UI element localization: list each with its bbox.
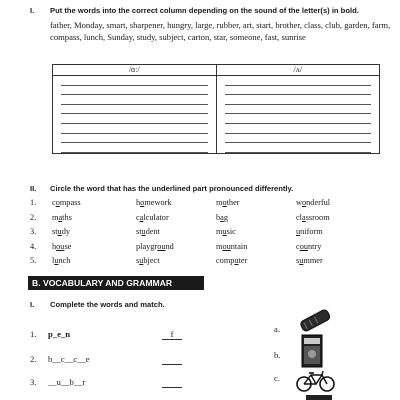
option-letter: c. (274, 373, 280, 383)
item-number: 1. (30, 329, 37, 339)
book-picture (301, 334, 323, 368)
word-option[interactable]: summer (296, 256, 323, 266)
write-line[interactable] (61, 114, 208, 124)
column-aa (53, 65, 217, 154)
row-number: 2. (30, 212, 37, 222)
write-line[interactable] (225, 134, 372, 144)
answer-blank[interactable] (162, 354, 182, 365)
word-option[interactable]: bag (216, 212, 228, 222)
row-number: 3. (30, 227, 37, 237)
item-word: p_e_n (48, 329, 70, 339)
pencil-case-picture (298, 308, 332, 332)
column-uh (216, 65, 380, 154)
option-letter: b. (274, 350, 281, 360)
part2-instruction: Circle the word that has the underlined part pronounced differently. (50, 184, 294, 193)
answer-blank[interactable] (162, 377, 182, 388)
word-option[interactable]: subject (136, 256, 160, 266)
word-option[interactable]: compass (52, 198, 81, 207)
write-line[interactable] (225, 143, 372, 153)
word-option[interactable]: calculator (136, 212, 169, 222)
write-line[interactable] (225, 124, 372, 134)
column-aa-header: /ɑː/ (53, 65, 216, 76)
word-option[interactable]: maths (52, 212, 72, 222)
word-option[interactable]: computer (216, 256, 248, 266)
bicycle-picture (296, 371, 336, 393)
word-option[interactable]: mountain (216, 241, 248, 251)
word-option[interactable]: music (216, 227, 236, 237)
word-option[interactable]: country (296, 241, 322, 251)
word-option[interactable]: uniform (296, 227, 323, 237)
item-number: 2. (30, 354, 37, 364)
write-line[interactable] (225, 114, 372, 124)
row-number: 4. (30, 241, 37, 251)
answer-blank[interactable]: f (162, 329, 182, 340)
write-line[interactable] (225, 76, 372, 86)
word-option[interactable]: mother (216, 198, 240, 207)
write-line[interactable] (61, 86, 208, 96)
write-line[interactable] (61, 76, 208, 86)
word-option[interactable]: lunch (52, 256, 71, 266)
sectionb-roman: I. (30, 300, 35, 309)
write-line[interactable] (225, 105, 372, 115)
item-word: __u__b__r (48, 377, 86, 387)
write-line[interactable] (61, 134, 208, 144)
item-number: 3. (30, 377, 37, 387)
row-number: 1. (30, 198, 37, 207)
part2-roman: II. (30, 184, 37, 193)
write-line[interactable] (225, 95, 372, 105)
option-letter: a. (274, 324, 280, 334)
part1-word-list: father, Monday, smart, sharpener, hungry, large, rubber, art, start, brother, class, club, garden, farm, compass, lunch, Sunday, study, subject, carton, star, someone, fast, sunrise (50, 20, 391, 43)
word-option[interactable]: homework (136, 198, 172, 207)
write-line[interactable] (61, 143, 208, 153)
word-option[interactable]: study (52, 227, 70, 237)
sound-columns-table (52, 64, 380, 154)
write-line[interactable] (61, 95, 208, 105)
word-option[interactable]: wonderful (296, 198, 331, 207)
word-option[interactable]: student (136, 227, 160, 237)
part1-instruction: Put the words into the correct column depending on the sound of the letter(s) in bold. (50, 6, 359, 15)
sectionb-instruction: Complete the words and match. (50, 300, 165, 309)
write-line[interactable] (61, 105, 208, 115)
row-number: 5. (30, 256, 37, 266)
picture-partial (304, 394, 334, 400)
write-line[interactable] (225, 86, 372, 96)
word-option[interactable]: classroom (296, 212, 330, 222)
write-line[interactable] (61, 124, 208, 134)
part1-roman: I. (30, 6, 35, 15)
word-option[interactable]: house (52, 241, 72, 251)
item-word: b__c__c__e (48, 354, 90, 364)
word-option[interactable]: playground (136, 241, 174, 251)
column-uh-header: /ʌ/ (217, 65, 380, 76)
section-b-header: B. VOCABULARY AND GRAMMAR (28, 276, 204, 290)
